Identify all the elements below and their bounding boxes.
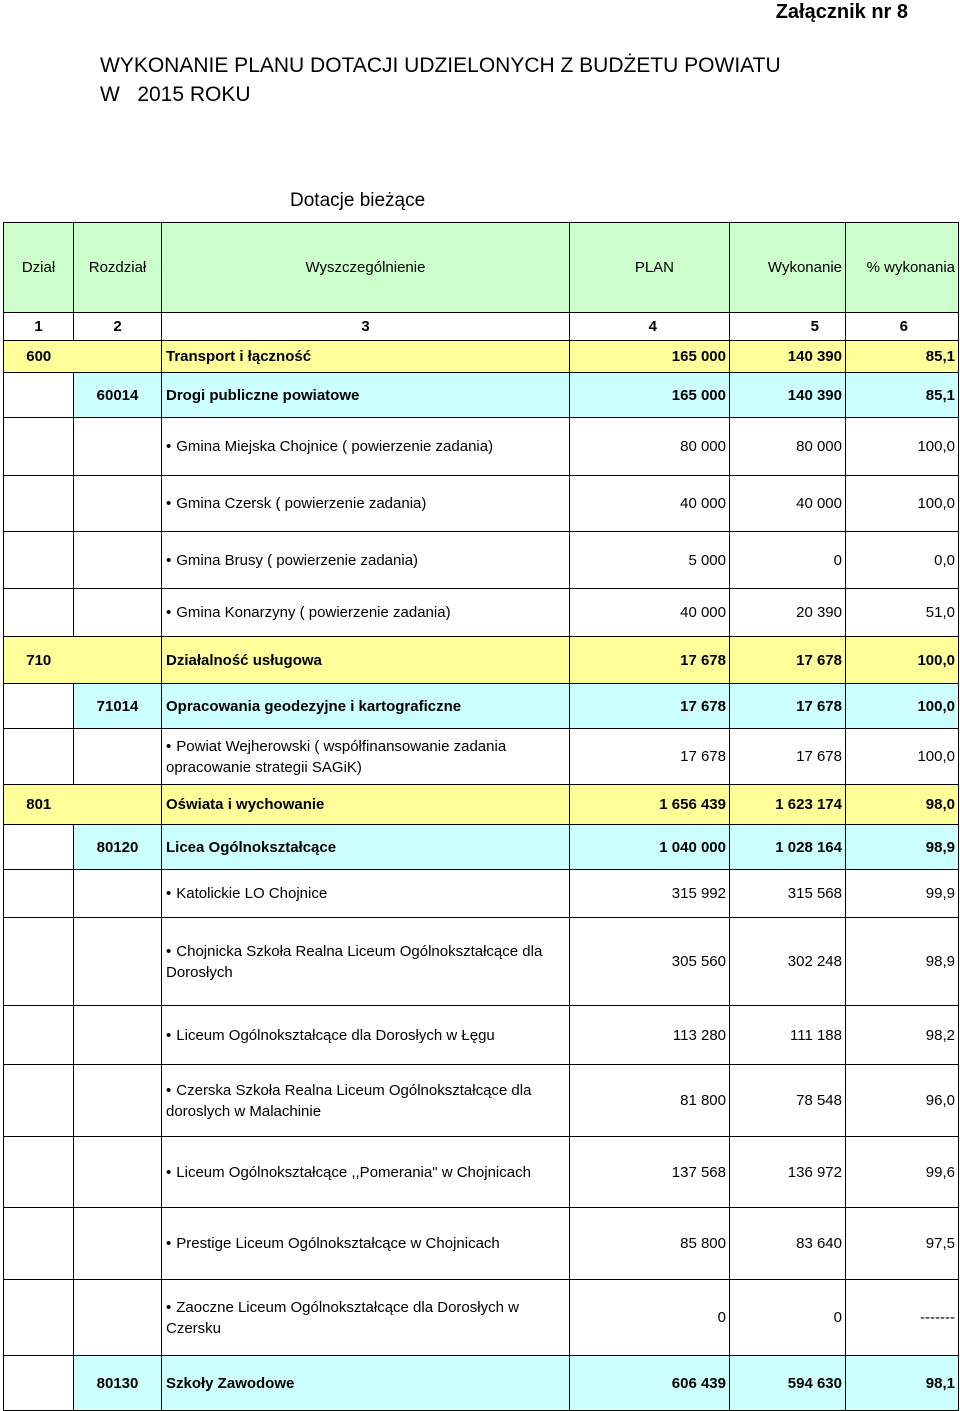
row-description: Szkoły Zawodowe: [162, 1356, 570, 1411]
item-name: • Liceum Ogólnokształcące ,,Pomerania" w Chojnicach: [166, 1162, 565, 1183]
column-number-row: [4, 313, 959, 341]
percent-value: 85,1: [846, 341, 959, 373]
item-name: • Gmina Miejska Chojnice ( powierzenie zadania): [166, 436, 565, 457]
rozdzial-code: 60014: [74, 373, 162, 418]
row-description: [162, 1065, 570, 1137]
table-row: [4, 476, 959, 532]
execution-value: 594 630: [730, 1356, 846, 1411]
percent-value: 85,1: [846, 373, 959, 418]
plan-value: 85 800: [570, 1208, 730, 1280]
item-name: • Chojnicka Szkoła Realna Liceum Ogólnokształcące dla Dorosłych: [166, 941, 565, 983]
dzial-code: 600: [4, 341, 74, 373]
row-description: [162, 729, 570, 785]
execution-value: 20 390: [730, 589, 846, 637]
percent-value: 98,9: [846, 918, 959, 1006]
empty-cell: [4, 729, 74, 785]
plan-value: 1 656 439: [570, 785, 730, 825]
row-description: Drogi publiczne powiatowe: [162, 373, 570, 418]
percent-value: 99,9: [846, 870, 959, 918]
dzial-code: 801: [4, 785, 74, 825]
empty-cell: [74, 418, 162, 476]
annex-label: Załącznik nr 8: [775, 1, 908, 23]
header-wykonanie: Wykonanie: [730, 223, 846, 313]
table-row: [4, 1208, 959, 1280]
execution-value: 1 028 164: [730, 825, 846, 870]
plan-value: 5 000: [570, 532, 730, 589]
execution-value: 17 678: [730, 729, 846, 785]
execution-value: 302 248: [730, 918, 846, 1006]
percent-value: 98,2: [846, 1006, 959, 1065]
grants-table: [3, 222, 959, 1411]
empty-cell: [74, 1006, 162, 1065]
row-description: Transport i łączność: [162, 341, 570, 373]
execution-value: 140 390: [730, 373, 846, 418]
item-name: • Gmina Czersk ( powierzenie zadania): [166, 493, 565, 514]
rozdzial-row: [4, 684, 959, 729]
header-rozdzial: Rozdział: [74, 223, 162, 313]
execution-value: 0: [730, 1280, 846, 1356]
dzial-row: [4, 637, 959, 684]
dzial-code: [4, 1356, 74, 1411]
plan-value: 606 439: [570, 1356, 730, 1411]
row-description: [162, 1137, 570, 1208]
execution-value: 111 188: [730, 1006, 846, 1065]
execution-value: 80 000: [730, 418, 846, 476]
empty-cell: [4, 918, 74, 1006]
empty-cell: [74, 918, 162, 1006]
item-name: • Liceum Ogólnokształcące dla Dorosłych w Łęgu: [166, 1025, 565, 1046]
empty-cell: [74, 1137, 162, 1208]
rozdzial-row: [4, 373, 959, 418]
row-description: [162, 532, 570, 589]
execution-value: 17 678: [730, 684, 846, 729]
header-plan: PLAN: [570, 223, 730, 313]
grants-table-body: [4, 223, 959, 1411]
percent-value: 0,0: [846, 532, 959, 589]
empty-cell: [74, 1065, 162, 1137]
percent-value: 100,0: [846, 729, 959, 785]
row-description: [162, 589, 570, 637]
empty-cell: [4, 1137, 74, 1208]
percent-value: 97,5: [846, 1208, 959, 1280]
table-row: [4, 1006, 959, 1065]
table-row: [4, 1280, 959, 1356]
empty-cell: [4, 870, 74, 918]
plan-value: 80 000: [570, 418, 730, 476]
rozdzial-code: 80130: [74, 1356, 162, 1411]
percent-value: 98,9: [846, 825, 959, 870]
empty-cell: [74, 589, 162, 637]
percent-value: 100,0: [846, 637, 959, 684]
dzial-row: [4, 785, 959, 825]
col-number: 3: [162, 313, 570, 341]
col-number: 6: [846, 313, 959, 341]
plan-value: 305 560: [570, 918, 730, 1006]
plan-value: 315 992: [570, 870, 730, 918]
execution-value: 315 568: [730, 870, 846, 918]
plan-value: 17 678: [570, 637, 730, 684]
dzial-code: [4, 825, 74, 870]
rozdzial-code: [74, 785, 162, 825]
percent-value: 98,0: [846, 785, 959, 825]
table-header-row: [4, 223, 959, 313]
row-description: Oświata i wychowanie: [162, 785, 570, 825]
percent-value: 98,1: [846, 1356, 959, 1411]
plan-value: 81 800: [570, 1065, 730, 1137]
row-description: Licea Ogólnokształcące: [162, 825, 570, 870]
percent-value: 51,0: [846, 589, 959, 637]
document-title-line2: W 2015 ROKU: [100, 83, 251, 106]
table-row: [4, 729, 959, 785]
percent-value: 100,0: [846, 684, 959, 729]
percent-value: 100,0: [846, 418, 959, 476]
row-description: Działalność usługowa: [162, 637, 570, 684]
plan-value: 0: [570, 1280, 730, 1356]
plan-value: 40 000: [570, 476, 730, 532]
item-name: • Zaoczne Liceum Ogólnokształcące dla Dorosłych w Czersku: [166, 1297, 565, 1339]
percent-value: -------: [846, 1280, 959, 1356]
execution-value: 140 390: [730, 341, 846, 373]
rozdzial-row: [4, 825, 959, 870]
plan-value: 165 000: [570, 373, 730, 418]
empty-cell: [4, 1065, 74, 1137]
empty-cell: [4, 1208, 74, 1280]
table-row: [4, 870, 959, 918]
row-description: [162, 476, 570, 532]
table-row: [4, 918, 959, 1006]
row-description: [162, 870, 570, 918]
row-description: Opracowania geodezyjne i kartograficzne: [162, 684, 570, 729]
execution-value: 1 623 174: [730, 785, 846, 825]
document-title-line1: WYKONANIE PLANU DOTACJI UDZIELONYCH Z BUDŻETU POWIATU: [100, 54, 781, 77]
execution-value: 0: [730, 532, 846, 589]
empty-cell: [74, 532, 162, 589]
col-number: 5: [730, 313, 846, 341]
plan-value: 113 280: [570, 1006, 730, 1065]
plan-value: 137 568: [570, 1137, 730, 1208]
section-title: Dotacje bieżące: [290, 190, 426, 211]
empty-cell: [74, 1208, 162, 1280]
item-name: • Czerska Szkoła Realna Liceum Ogólnokształcące dla doroslych w Malachinie: [166, 1080, 565, 1122]
empty-cell: [74, 870, 162, 918]
dzial-code: [4, 373, 74, 418]
rozdzial-code: [74, 341, 162, 373]
dzial-row: [4, 341, 959, 373]
table-row: [4, 589, 959, 637]
percent-value: 99,6: [846, 1137, 959, 1208]
item-name: • Gmina Brusy ( powierzenie zadania): [166, 550, 565, 571]
col-number: 2: [74, 313, 162, 341]
row-description: [162, 918, 570, 1006]
empty-cell: [74, 476, 162, 532]
percent-value: 96,0: [846, 1065, 959, 1137]
row-description: [162, 1006, 570, 1065]
rozdzial-code: 80120: [74, 825, 162, 870]
execution-value: 40 000: [730, 476, 846, 532]
table-row: [4, 532, 959, 589]
execution-value: 83 640: [730, 1208, 846, 1280]
plan-value: 165 000: [570, 341, 730, 373]
table-row: [4, 1137, 959, 1208]
col-number: 1: [4, 313, 74, 341]
plan-value: 1 040 000: [570, 825, 730, 870]
percent-value: 100,0: [846, 476, 959, 532]
item-name: • Katolickie LO Chojnice: [166, 883, 565, 904]
empty-cell: [4, 532, 74, 589]
row-description: [162, 1208, 570, 1280]
row-description: [162, 1280, 570, 1356]
empty-cell: [4, 476, 74, 532]
item-name: • Powiat Wejherowski ( współfinansowanie zadania opracowanie strategii SAGiK): [166, 736, 565, 778]
item-name: • Prestige Liceum Ogólnokształcące w Chojnicach: [166, 1233, 565, 1254]
empty-cell: [4, 1006, 74, 1065]
rozdzial-row: [4, 1356, 959, 1411]
empty-cell: [4, 418, 74, 476]
header-wyszczegolnienie: Wyszczególnienie: [162, 223, 570, 313]
item-name: • Gmina Konarzyny ( powierzenie zadania): [166, 602, 565, 623]
empty-cell: [4, 589, 74, 637]
rozdzial-code: [74, 637, 162, 684]
rozdzial-code: 71014: [74, 684, 162, 729]
empty-cell: [74, 729, 162, 785]
table-row: [4, 418, 959, 476]
header-dzial: Dział: [4, 223, 74, 313]
plan-value: 17 678: [570, 684, 730, 729]
execution-value: 136 972: [730, 1137, 846, 1208]
dzial-code: [4, 684, 74, 729]
execution-value: 17 678: [730, 637, 846, 684]
row-description: [162, 418, 570, 476]
header-procent: % wykonania: [846, 223, 959, 313]
empty-cell: [4, 1280, 74, 1356]
plan-value: 17 678: [570, 729, 730, 785]
table-row: [4, 1065, 959, 1137]
execution-value: 78 548: [730, 1065, 846, 1137]
plan-value: 40 000: [570, 589, 730, 637]
empty-cell: [74, 1280, 162, 1356]
col-number: 4: [570, 313, 730, 341]
dzial-code: 710: [4, 637, 74, 684]
